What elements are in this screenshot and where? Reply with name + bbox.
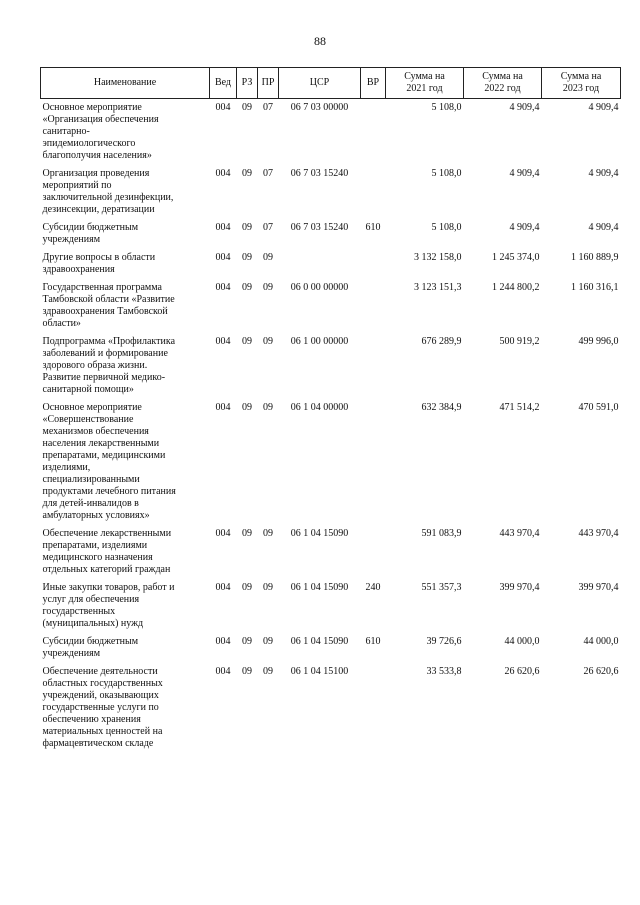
row-sum-2021: 591 083,9	[421, 528, 462, 539]
row-name-line: Иные закупки товаров, работ и	[42, 582, 175, 593]
table-row	[41, 222, 621, 252]
row-vr	[361, 666, 386, 756]
table-row	[41, 402, 621, 528]
row-name-line: отдельных категорий граждан	[42, 564, 171, 575]
header-sum-2021-line1: Сумма на	[404, 71, 445, 82]
row-ved: 004	[215, 252, 231, 263]
row-name-line: мероприятий по	[42, 180, 112, 191]
row-ved: 004	[215, 666, 231, 677]
row-rz: 09	[242, 102, 252, 113]
row-sum-2021: 5 108,0	[431, 102, 462, 113]
row-name-line: фармацевтическом складе	[42, 738, 154, 749]
header-name: Наименование	[41, 68, 210, 99]
row-ved: 004	[215, 336, 231, 347]
header-pr: ПР	[258, 68, 279, 99]
table-body	[41, 99, 621, 757]
row-vr: 240	[365, 582, 381, 593]
row-sum-2021: 5 108,0	[431, 168, 462, 179]
row-sum-2022: 500 919,2	[499, 336, 540, 347]
row-vr	[361, 282, 386, 336]
row-rz: 09	[242, 222, 252, 233]
row-name	[41, 582, 210, 636]
row-name	[41, 528, 210, 582]
row-name-line: санитарно-	[42, 126, 90, 137]
row-ved: 004	[215, 222, 231, 233]
row-csr: 06 1 04 15090	[290, 582, 349, 593]
row-sum-2021: 3 123 151,3	[414, 282, 462, 293]
row-sum-2021: 3 132 158,0	[414, 252, 462, 263]
row-rz: 09	[242, 168, 252, 179]
row-sum-2023: 4 909,4	[588, 222, 619, 233]
row-name-line: областных государственных	[42, 678, 163, 689]
page-number: 88	[314, 34, 326, 48]
row-pr: 07	[263, 102, 273, 113]
row-ved: 004	[215, 402, 231, 413]
header-csr: ЦСР	[279, 68, 361, 99]
table-row	[41, 666, 621, 756]
row-sum-2023: 4 909,4	[588, 102, 619, 113]
row-ved: 004	[215, 582, 231, 593]
table-row	[41, 528, 621, 582]
row-csr	[279, 252, 361, 282]
row-sum-2021: 551 357,3	[421, 582, 462, 593]
row-name-line: Подпрограмма «Профилактика	[42, 336, 176, 347]
row-sum-2022: 44 000,0	[504, 636, 540, 647]
row-name	[41, 666, 210, 756]
row-name	[41, 252, 210, 282]
header-rz: РЗ	[237, 68, 258, 99]
row-name-line: благополучия населения»	[42, 150, 152, 161]
header-sum-2022-line2: 2022 год	[484, 83, 521, 94]
row-name	[41, 402, 210, 528]
row-vr	[361, 99, 386, 169]
row-csr: 06 7 03 00000	[290, 102, 349, 113]
row-name-line: эпидемиологического	[42, 138, 136, 149]
row-name-line: (муниципальных) нужд	[42, 618, 144, 629]
row-vr	[361, 336, 386, 402]
row-sum-2023: 4 909,4	[588, 168, 619, 179]
row-rz: 09	[242, 636, 252, 647]
row-rz: 09	[242, 402, 252, 413]
row-name-line: специализированными	[42, 474, 140, 485]
table-row	[41, 99, 621, 169]
row-pr: 09	[263, 636, 273, 647]
row-sum-2022: 26 620,6	[504, 666, 540, 677]
row-pr: 09	[263, 402, 273, 413]
row-name-line: «Организация обеспечения	[42, 114, 159, 125]
row-vr	[361, 168, 386, 222]
row-name	[41, 636, 210, 666]
row-csr: 06 7 03 15240	[290, 222, 349, 233]
row-rz: 09	[242, 582, 252, 593]
row-name-line: области»	[42, 318, 81, 329]
row-sum-2022: 1 244 800,2	[492, 282, 540, 293]
table-row	[41, 336, 621, 402]
header-sum-2021-line2: 2021 год	[406, 83, 443, 94]
row-sum-2023: 499 996,0	[578, 336, 619, 347]
row-vr: 610	[365, 636, 381, 647]
row-name-line: изделиями,	[42, 462, 91, 473]
header-sum-2023-line1: Сумма на	[560, 71, 602, 82]
row-name-line: материальных ценностей на	[42, 726, 163, 737]
header-sum-2023-line2: 2023 год	[562, 83, 600, 94]
row-pr: 09	[263, 666, 273, 677]
header-sum-2022	[464, 68, 542, 99]
row-name-line: государственных	[42, 606, 116, 617]
row-name-line: дезинсекции, дератизации	[42, 204, 155, 215]
row-csr: 06 1 04 00000	[290, 402, 349, 413]
row-name-line: механизмов обеспечения	[42, 426, 149, 437]
row-sum-2023: 1 160 889,9	[571, 252, 619, 263]
row-vr	[361, 402, 386, 528]
row-pr: 07	[263, 222, 273, 233]
row-name-line: заключительной дезинфекции,	[42, 192, 174, 203]
row-name-line: санитарной помощи»	[42, 384, 134, 395]
row-name-line: обеспечению хранения	[42, 714, 141, 725]
table-row	[41, 252, 621, 282]
row-name	[41, 222, 210, 252]
row-name-line: учреждений, оказывающих	[42, 690, 159, 701]
header-sum-2022-line1: Сумма на	[482, 71, 523, 82]
row-name-line: здравоохранения	[42, 264, 115, 275]
row-name	[41, 282, 210, 336]
row-sum-2021: 632 384,9	[421, 402, 462, 413]
row-sum-2021: 5 108,0	[431, 222, 462, 233]
row-name-line: Обеспечение деятельности	[42, 666, 158, 677]
row-rz: 09	[242, 282, 252, 293]
row-csr: 06 1 04 15090	[290, 528, 349, 539]
row-name-line: государственные услуги по	[42, 702, 159, 713]
row-name-line: Государственная программа	[42, 282, 162, 293]
row-name-line: здорового образа жизни.	[42, 360, 148, 371]
budget-table	[40, 67, 621, 756]
row-ved: 004	[215, 528, 231, 539]
row-pr: 09	[263, 528, 273, 539]
row-vr	[361, 252, 386, 282]
row-sum-2022: 399 970,4	[499, 582, 540, 593]
row-csr: 06 7 03 15240	[290, 168, 349, 179]
row-pr: 09	[263, 252, 273, 263]
row-name-line: «Совершенствование	[42, 414, 134, 425]
row-name-line: учреждениям	[42, 234, 101, 245]
row-name-line: препаратами, изделиями	[42, 540, 148, 551]
row-name-line: заболеваний и формирование	[42, 348, 168, 359]
row-name-line: для детей-инвалидов в	[42, 498, 139, 509]
row-name	[41, 168, 210, 222]
header-vr: ВР	[361, 68, 386, 99]
row-name-line: продуктами лечебного питания	[42, 486, 176, 497]
table-row	[41, 636, 621, 666]
row-name-line: Другие вопросы в области	[42, 252, 156, 263]
header-sum-2023	[542, 68, 621, 99]
row-sum-2022: 471 514,2	[499, 402, 540, 413]
header-row	[41, 68, 621, 99]
row-name-line: Развитие первичной медико-	[42, 372, 166, 383]
header-sum-2021	[386, 68, 464, 99]
row-name	[41, 336, 210, 402]
row-ved: 004	[215, 102, 231, 113]
row-sum-2022: 443 970,4	[499, 528, 540, 539]
row-pr: 09	[263, 282, 273, 293]
row-sum-2023: 470 591,0	[578, 402, 619, 413]
row-sum-2023: 443 970,4	[578, 528, 619, 539]
row-csr: 06 1 00 00000	[290, 336, 349, 347]
table-row	[41, 282, 621, 336]
row-sum-2021: 33 533,8	[426, 666, 462, 677]
row-vr: 610	[365, 222, 381, 233]
row-pr: 07	[263, 168, 273, 179]
row-sum-2022: 4 909,4	[509, 168, 540, 179]
row-rz: 09	[242, 336, 252, 347]
row-name-line: Основное мероприятие	[42, 402, 142, 413]
row-sum-2023: 26 620,6	[583, 666, 619, 677]
row-sum-2023: 399 970,4	[578, 582, 619, 593]
row-vr	[361, 528, 386, 582]
row-name-line: Субсидии бюджетным	[42, 636, 139, 647]
row-name-line: препаратами, медицинскими	[42, 450, 166, 461]
row-sum-2021: 676 289,9	[421, 336, 462, 347]
table-row	[41, 582, 621, 636]
row-name-line: Организация проведения	[42, 168, 150, 179]
row-sum-2022: 4 909,4	[509, 102, 540, 113]
row-name-line: Субсидии бюджетным	[42, 222, 139, 233]
row-name-line: услуг для обеспечения	[42, 594, 140, 605]
row-name	[41, 99, 210, 169]
row-name-line: Обеспечение лекарственными	[42, 528, 172, 539]
row-csr: 06 0 00 00000	[290, 282, 349, 293]
row-pr: 09	[263, 336, 273, 347]
row-name-line: Основное мероприятие	[42, 102, 142, 113]
row-ved: 004	[215, 636, 231, 647]
row-csr: 06 1 04 15100	[290, 666, 349, 677]
row-name-line: здравоохранения Тамбовской	[42, 306, 168, 317]
row-sum-2022: 4 909,4	[509, 222, 540, 233]
row-name-line: Тамбовской области «Развитие	[42, 294, 175, 305]
row-sum-2023: 44 000,0	[583, 636, 619, 647]
row-ved: 004	[215, 168, 231, 179]
row-sum-2022: 1 245 374,0	[492, 252, 540, 263]
table-row	[41, 168, 621, 222]
row-ved: 004	[215, 282, 231, 293]
header-ved: Вед	[210, 68, 237, 99]
row-rz: 09	[242, 666, 252, 677]
row-name-line: учреждениям	[42, 648, 101, 659]
row-name-line: амбулаторных условиях»	[42, 510, 150, 521]
row-rz: 09	[242, 528, 252, 539]
row-csr: 06 1 04 15090	[290, 636, 349, 647]
row-name-line: населения лекарственными	[42, 438, 160, 449]
row-sum-2023: 1 160 316,1	[571, 282, 619, 293]
row-name-line: медицинского назначения	[42, 552, 153, 563]
row-sum-2021: 39 726,6	[426, 636, 462, 647]
row-rz: 09	[242, 252, 252, 263]
row-pr: 09	[263, 582, 273, 593]
